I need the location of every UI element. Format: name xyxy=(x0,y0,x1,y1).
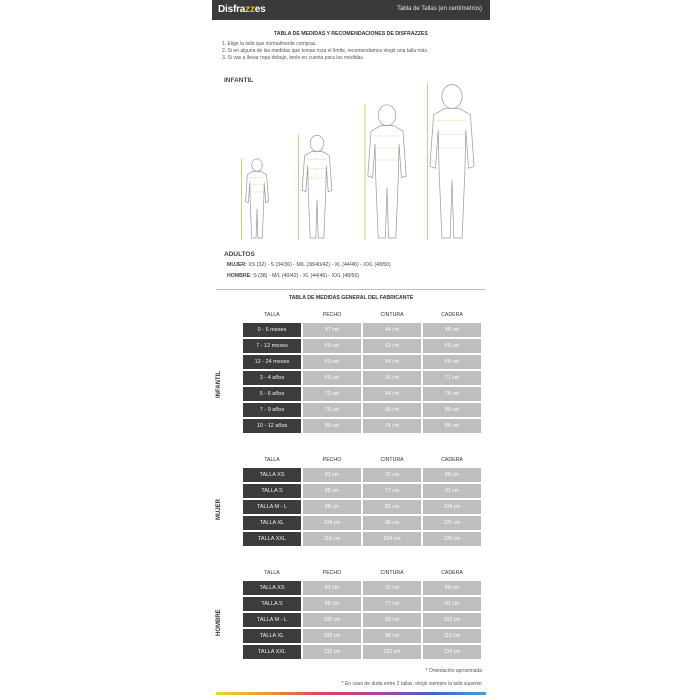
measure-cell: 121 cm xyxy=(423,516,481,530)
size-cell: TALLA M - L xyxy=(243,613,301,627)
measure-cell: 80 cm xyxy=(423,403,481,417)
measure-cell: 88 cm xyxy=(423,419,481,433)
measure-cell: 77 cm xyxy=(363,484,421,498)
infantil-label: INFANTIL xyxy=(224,77,254,84)
size-cell: TALLA S xyxy=(243,484,301,498)
measure-cell: 44 cm xyxy=(363,323,421,337)
column-header: TALLA xyxy=(264,570,280,576)
note-approximate: * Orientación aproximada xyxy=(425,668,482,674)
size-cell: TALLA XXL xyxy=(243,532,301,546)
row-spacer xyxy=(229,355,241,369)
measure-cell: 54 cm xyxy=(363,355,421,369)
figure-head xyxy=(442,85,462,109)
recommendations-title: TABLA DE MEDIDAS Y RECOMENDACIONES DE DISFRAZZES xyxy=(274,31,428,37)
row-spacer xyxy=(229,371,241,385)
measure-cell: 108 cm xyxy=(303,629,361,643)
mujer-sizes-line: MUJER: XS (32) - S (34/36) - M/L (38/40/42) - XL (44/46) - XXL (48/50) xyxy=(227,262,391,268)
measure-cell: 60 cm xyxy=(303,339,361,353)
table-row xyxy=(229,339,481,353)
measure-cell: 56 cm xyxy=(363,371,421,385)
measure-cell: 80 cm xyxy=(303,419,361,433)
measure-cell: 96 cm xyxy=(363,516,421,530)
table-row xyxy=(229,387,481,401)
measure-cell: 78 cm xyxy=(423,387,481,401)
size-cell: 0 - 6 meses xyxy=(243,323,301,337)
figure-body xyxy=(368,126,406,238)
size-cell: 10 - 12 años xyxy=(243,419,301,433)
row-spacer xyxy=(229,645,241,659)
measure-cell: 82 cm xyxy=(363,500,421,514)
table-row xyxy=(229,355,481,369)
column-header: CINTURA xyxy=(380,312,404,318)
column-header: CINTURA xyxy=(380,570,404,576)
measure-cell: 63 cm xyxy=(303,355,361,369)
row-spacer xyxy=(229,597,241,611)
figure-body xyxy=(245,171,268,238)
row-spacer xyxy=(229,403,241,417)
measure-cell: 83 cm xyxy=(303,581,361,595)
measure-cell: 88 cm xyxy=(303,500,361,514)
measure-cell: 89 cm xyxy=(423,468,481,482)
size-cell: TALLA M - L xyxy=(243,500,301,514)
measure-cell: 89 cm xyxy=(423,581,481,595)
measure-cell: 100 cm xyxy=(303,613,361,627)
divider xyxy=(216,289,486,290)
measure-cell: 83 cm xyxy=(303,468,361,482)
size-cell: TALLA XS xyxy=(243,468,301,482)
row-spacer xyxy=(229,323,241,337)
table-row xyxy=(229,323,481,337)
measure-cell: 118 cm xyxy=(303,532,361,546)
table-row xyxy=(229,645,481,659)
note-doubt: * En caso de duda entre 2 tallas, elegir siempre la talla superior xyxy=(341,681,482,687)
figure-body xyxy=(302,151,332,238)
measure-cell: 91 cm xyxy=(423,597,481,611)
child-figure xyxy=(241,158,268,240)
header-subtitle: Tabla de Tallas (en centímetros) xyxy=(397,6,482,12)
row-spacer xyxy=(229,516,241,530)
table-row xyxy=(229,371,481,385)
table-row xyxy=(229,516,481,530)
measure-cell: 77 cm xyxy=(363,597,421,611)
size-table-infantil xyxy=(227,307,483,435)
table-row xyxy=(229,468,481,482)
figure-head xyxy=(310,135,324,151)
header-bar xyxy=(212,0,490,20)
group-label-mujer: MUJER xyxy=(216,498,222,520)
table-corner xyxy=(229,454,241,466)
measure-cell: 102 cm xyxy=(423,613,481,627)
size-cell: 3 - 4 años xyxy=(243,371,301,385)
measure-cell: 76 cm xyxy=(303,403,361,417)
size-cell: TALLA XL xyxy=(243,629,301,643)
logo: Disfrazzes xyxy=(218,4,266,15)
size-chart-page xyxy=(212,0,490,700)
recommendation-item: 1. Elige la talla que normalmente compras. xyxy=(222,41,317,47)
column-header: CINTURA xyxy=(380,457,404,463)
measure-cell: 52 cm xyxy=(363,339,421,353)
measure-cell: 71 cm xyxy=(423,371,481,385)
child-figure xyxy=(365,104,406,240)
measure-cell: 72 cm xyxy=(303,387,361,401)
row-spacer xyxy=(229,500,241,514)
row-spacer xyxy=(229,613,241,627)
measure-cell: 134 cm xyxy=(423,645,481,659)
row-spacer xyxy=(229,339,241,353)
row-spacer xyxy=(229,484,241,498)
size-cell: 12 - 24 meses xyxy=(243,355,301,369)
table-row xyxy=(229,419,481,433)
measure-cell: 104 cm xyxy=(423,500,481,514)
group-label-hombre: HOMBRE xyxy=(216,609,222,636)
table-row xyxy=(229,613,481,627)
table-row xyxy=(229,403,481,417)
size-cell: 5 - 6 años xyxy=(243,387,301,401)
table-row xyxy=(229,581,481,595)
size-cell: 7 - 12 meses xyxy=(243,339,301,353)
measure-cell: 120 cm xyxy=(363,645,421,659)
adultos-label: ADULTOS xyxy=(224,251,255,258)
measure-cell: 68 cm xyxy=(363,403,421,417)
hombre-sizes-line: HOMBRE: S (38) - M/L (40/42) - XL (44/46) - XXL (48/50) xyxy=(227,273,360,279)
column-header: PECHO xyxy=(322,312,342,318)
measure-cell: 91 cm xyxy=(423,484,481,498)
table-row xyxy=(229,500,481,514)
measure-cell: 104 cm xyxy=(363,532,421,546)
table-row xyxy=(229,629,481,643)
table-row xyxy=(229,597,481,611)
measure-cell: 47 cm xyxy=(303,323,361,337)
size-cell: TALLA XS xyxy=(243,581,301,595)
table-corner xyxy=(229,309,241,321)
measure-cell: 132 cm xyxy=(303,645,361,659)
child-figure xyxy=(428,84,474,240)
measure-cell: 64 cm xyxy=(363,387,421,401)
table-corner xyxy=(229,567,241,579)
column-header: TALLA xyxy=(264,457,280,463)
size-table-hombre xyxy=(227,565,483,661)
measure-cell: 112 cm xyxy=(423,629,481,643)
measure-cell: 48 cm xyxy=(423,323,481,337)
size-table-mujer xyxy=(227,452,483,548)
column-header: CADERA xyxy=(441,457,463,463)
measure-cell: 75 cm xyxy=(363,468,421,482)
measure-cell: 74 cm xyxy=(363,419,421,433)
figure-head xyxy=(378,105,396,126)
child-figures-illustration xyxy=(232,60,482,245)
row-spacer xyxy=(229,532,241,546)
measure-cell: 85 cm xyxy=(303,597,361,611)
recommendation-item: 2. Si en alguna de las medidas que tomas roza el límite, recomendamos elegir una talla más. xyxy=(222,48,429,55)
recommendation-item: 3. Si vas a llevar ropa debajo, tenlo en cuenta para las medidas. xyxy=(222,55,365,62)
column-header: TALLA xyxy=(264,312,280,318)
size-cell: TALLA S xyxy=(243,597,301,611)
measure-cell: 104 cm xyxy=(303,516,361,530)
rainbow-footer-bar xyxy=(216,692,486,695)
general-table-title: TABLA DE MEDIDAS GENERAL DEL FABRICANTE xyxy=(288,295,414,301)
measure-cell: 98 cm xyxy=(363,629,421,643)
row-spacer xyxy=(229,468,241,482)
column-header: PECHO xyxy=(322,457,342,463)
column-header: CADERA xyxy=(441,312,463,318)
table-row xyxy=(229,532,481,546)
table-row xyxy=(229,484,481,498)
measure-cell: 66 cm xyxy=(303,371,361,385)
column-header: CADERA xyxy=(441,570,463,576)
measure-cell: 69 cm xyxy=(423,355,481,369)
row-spacer xyxy=(229,581,241,595)
row-spacer xyxy=(229,387,241,401)
measure-cell: 90 cm xyxy=(363,613,421,627)
measure-cell: 85 cm xyxy=(303,484,361,498)
measure-cell: 75 cm xyxy=(363,581,421,595)
measure-cell: 66 cm xyxy=(423,339,481,353)
figure-body xyxy=(430,108,474,238)
row-spacer xyxy=(229,419,241,433)
child-figure xyxy=(299,135,332,240)
size-cell: 7 - 9 años xyxy=(243,403,301,417)
row-spacer xyxy=(229,629,241,643)
group-label-infantil: INFANTIL xyxy=(216,371,222,398)
figure-head xyxy=(252,159,263,171)
measure-cell: 126 cm xyxy=(423,532,481,546)
size-cell: TALLA XL xyxy=(243,516,301,530)
column-header: PECHO xyxy=(322,570,342,576)
size-cell: TALLA XXL xyxy=(243,645,301,659)
